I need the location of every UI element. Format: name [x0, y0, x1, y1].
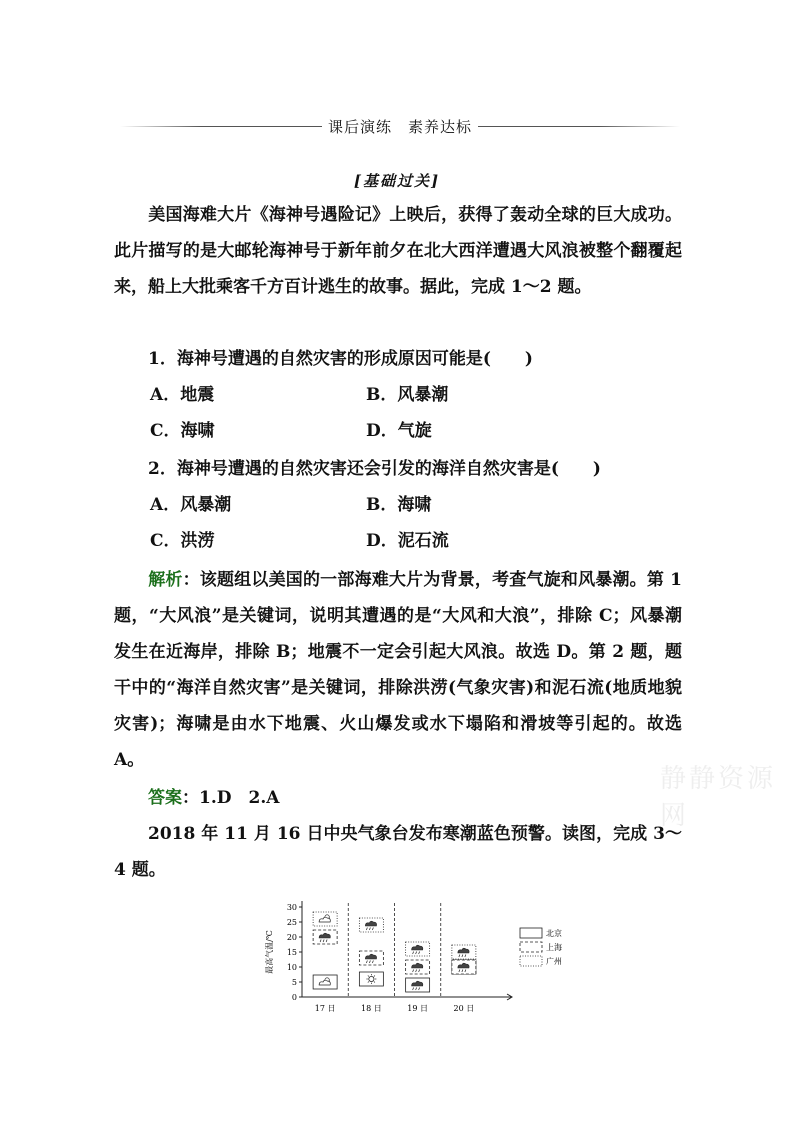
- x-tick-label: 17 日: [314, 1004, 336, 1013]
- analysis-paragraph: [114, 562, 682, 778]
- x-tick-label: 19 日: [407, 1004, 428, 1013]
- y-tick-label: 10: [286, 963, 297, 972]
- temperature-marker: [406, 942, 430, 956]
- answer-label: 答案: [148, 788, 182, 808]
- q2-option-d: D．泥石流: [366, 531, 449, 551]
- temperature-marker: [406, 960, 430, 974]
- temperature-marker: [313, 930, 337, 944]
- temperature-marker: [313, 975, 337, 989]
- temperature-marker: [359, 972, 383, 986]
- q2-option-c: C．洪涝: [150, 531, 215, 551]
- y-tick-label: 15: [286, 948, 297, 957]
- temperature-marker: [359, 951, 383, 965]
- temperature-marker: [452, 945, 476, 959]
- temperature-marker: [359, 918, 383, 932]
- x-tick-label: 20 日: [453, 1004, 475, 1013]
- y-tick-label: 5: [291, 978, 297, 987]
- header-rule-right: [478, 126, 680, 127]
- question-1-stem: 1．海神号遭遇的自然灾害的形成原因可能是( ): [148, 349, 533, 369]
- temperature-marker: [313, 912, 337, 926]
- q1-option-d: D．气旋: [366, 421, 432, 441]
- legend-swatch: [520, 942, 542, 952]
- legend-swatch: [520, 956, 542, 966]
- q1-option-a: A．地震: [150, 385, 215, 405]
- watermark: 静静资源网: [660, 764, 777, 831]
- section-title: 课后演练 素养达标: [328, 117, 473, 136]
- intro-paragraph: [114, 197, 682, 305]
- analysis-label: 解析: [148, 570, 183, 590]
- legend-label: 广州: [546, 957, 562, 966]
- legend-label: 上海: [546, 943, 562, 952]
- legend-swatch: [520, 928, 542, 938]
- temperature-marker: [406, 978, 430, 992]
- legend-label: 北京: [546, 929, 562, 938]
- y-axis-label: 最高气温/℃: [265, 930, 274, 974]
- q1-option-c: C．海啸: [150, 421, 215, 441]
- q2-option-b: B．海啸: [366, 495, 432, 515]
- q2-option-a: A．风暴潮: [150, 495, 232, 515]
- temperature-marker: [452, 960, 476, 974]
- answer-line: [114, 780, 682, 816]
- temperature-chart: [262, 895, 582, 1025]
- subsection-title: [基础过关]: [353, 172, 441, 190]
- intro-text: 美国海难大片《海神号遇险记》上映后，获得了轰动全球的巨大成功。此片描写的是大邮轮海神号于新年前夕在北大西洋遭遇大风浪被整个翻覆起来，船上大批乘客千方百计逃生的故事。据此，完成 1～2 题。: [114, 205, 682, 297]
- y-tick-label: 0: [291, 993, 297, 1002]
- y-tick-label: 25: [286, 918, 297, 927]
- intro2-text: 2018 年 11 月 16 日中央气象台发布寒潮蓝色预警。读图，完成 3～4 题。: [114, 824, 682, 880]
- q1-option-b: B．风暴潮: [366, 385, 449, 405]
- question-2-stem: 2．海神号遭遇的自然灾害还会引发的海洋自然灾害是( ): [148, 459, 601, 479]
- section-header: [120, 116, 680, 136]
- answer-text: ：1.D 2.A: [182, 788, 280, 808]
- y-tick-label: 20: [286, 933, 297, 942]
- x-tick-label: 18 日: [361, 1004, 382, 1013]
- analysis-text: ：该题组以美国的一部海难大片为背景，考查气旋和风暴潮。第 1 题，“大风浪”是关键词，说明其遭遇的是“大风和大浪”，排除 C；风暴潮发生在近海岸，排除 B；地震不一定会引起大风浪。故选 D。第 2 题，题干中的“海洋自然灾害”是关键词，排除洪涝(气象灾害)和泥石流(地质地貌灾害)；海啸是由水下地震、火山爆发或水下塌陷和滑坡等引起的。故选 A。: [114, 570, 683, 770]
- y-tick-label: 30: [286, 903, 297, 912]
- intro2-paragraph: [114, 816, 682, 888]
- header-rule-left: [120, 126, 322, 127]
